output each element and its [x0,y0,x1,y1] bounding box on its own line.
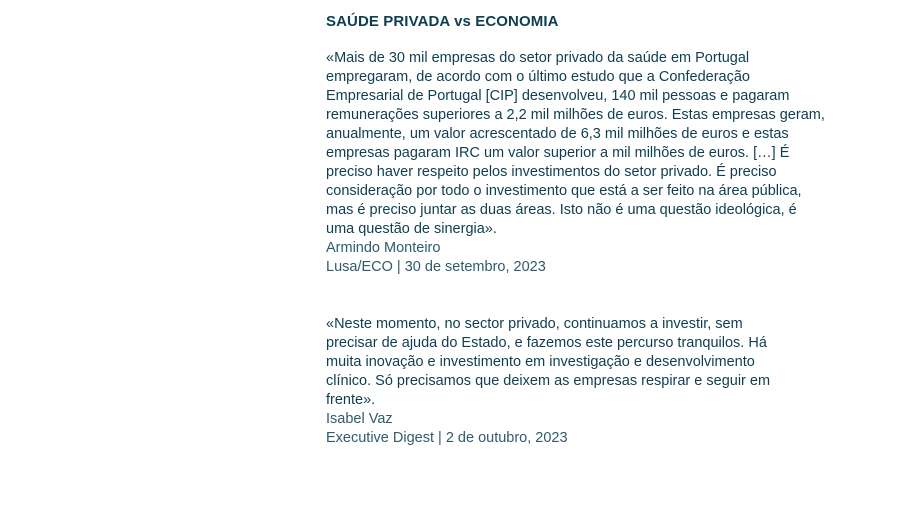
page-title: SAÚDE PRIVADA vs ECONOMIA [326,13,559,30]
quote-author: Armindo Monteiro [326,240,441,256]
quote-block-2 [326,315,826,448]
quote-source: Lusa/ECO | 30 de setembro, 2023 [326,259,546,275]
quote-block-1 [326,49,826,277]
article-content [326,12,826,448]
quote-author: Isabel Vaz [326,411,393,427]
quote-text: «Mais de 30 mil empresas do setor privado da saúde em Portugal empregaram, de acordo com o último estudo que a Confederação Empresarial de Portugal [CIP] desenvolveu, 140 mil pessoas e pagaram remunerações superiores a 2,2 mil milhões de euros. Estas empresas geram, anualmente, um valor acrescentado de 6,3 mil milhões de euros e estas empresas pagaram IRC um valor superior a mil milhões de euros. […] É preciso haver respeito pelos investimentos do setor privado. É preciso consideração por todo o investimento que está a ser feito na área pública, mas é preciso juntar as duas áreas. Isto não é uma questão ideológica, é uma questão de sinergia». [326,50,825,237]
quote-text: «Neste momento, no sector privado, continuamos a investir, sem precisar de ajuda do Estado, e fazemos este percurso tranquilos. Há muita inovação e investimento em investigação e desenvolvimento clínico. Só precisamos que deixem as empresas respirar e seguir em frente». [326,316,771,408]
quote-source: Executive Digest | 2 de outubro, 2023 [326,430,568,446]
